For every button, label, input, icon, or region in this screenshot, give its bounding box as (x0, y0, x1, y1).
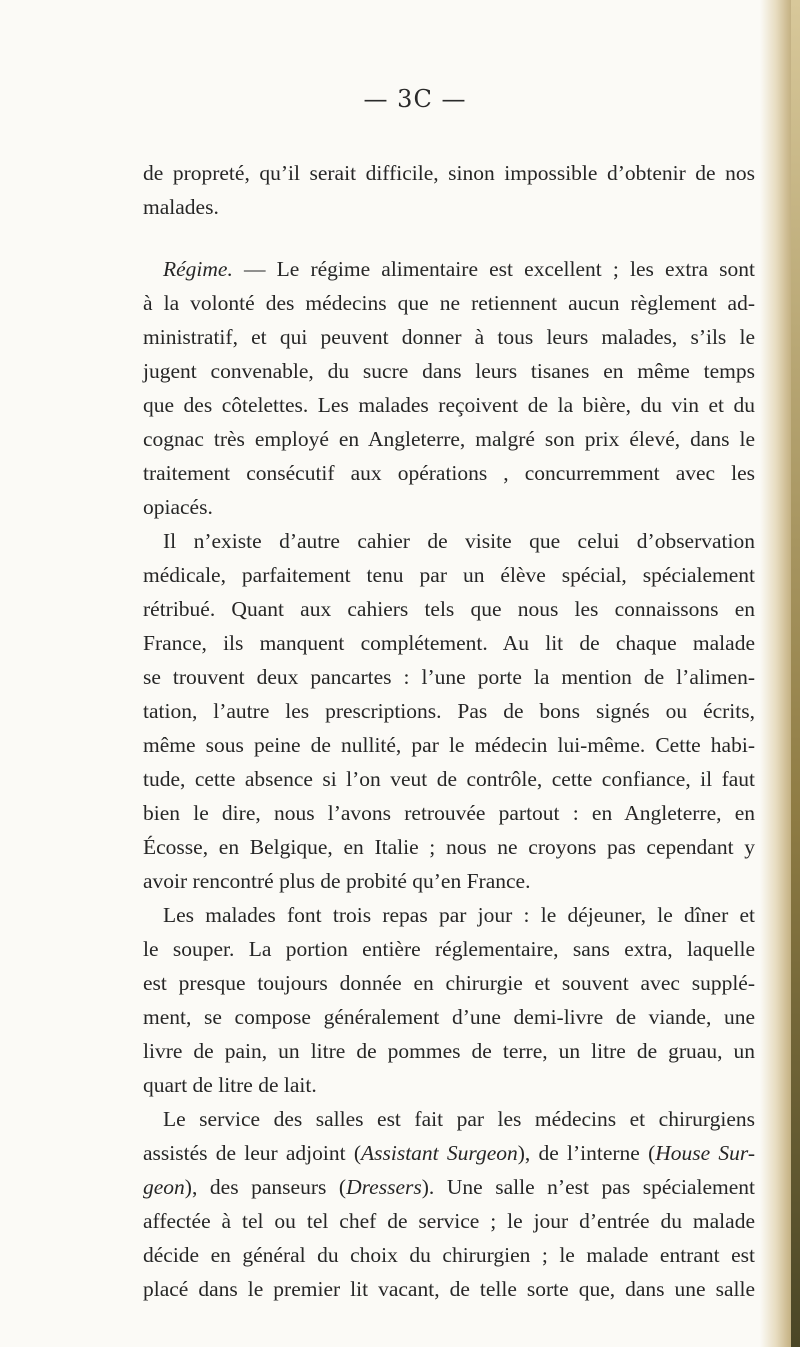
text-line: Régime. — Le régime alimentaire est excellent ; les extra sont (163, 257, 755, 281)
page-number: — 3C — (363, 85, 467, 113)
text-line: que des côtelettes. Les malades reçoivent de la bière, du vin et du (143, 393, 755, 417)
text-line: malades. (143, 195, 219, 219)
text-line: avoir rencontré plus de probité qu’en France. (143, 869, 531, 893)
text-line: France, ils manquent complétement. Au lit de chaque malade (143, 631, 755, 655)
text-line: assistés de leur adjoint (Assistant Surgeon), de l’interne (House Sur- (143, 1141, 755, 1165)
text-line: ministratif, et qui peuvent donner à tous leurs malades, s’ils le (143, 325, 755, 349)
text-line: le souper. La portion entière réglementaire, sans extra, laquelle (143, 937, 755, 961)
section-heading: Régime. (163, 257, 233, 281)
body-text (143, 156, 755, 1306)
page-edge-binding (791, 0, 800, 1347)
text-line: placé dans le premier lit vacant, de telle sorte que, dans une salle (143, 1277, 755, 1301)
text-line: médicale, parfaitement tenu par un élève spécial, spécialement (143, 563, 755, 587)
text-line: se trouvent deux pancartes : l’une porte la mention de l’alimen- (143, 665, 755, 689)
text-line: cognac très employé en Angleterre, malgré son prix élevé, dans le (143, 427, 755, 451)
text-line: ment, se compose généralement d’une demi-livre de viande, une (143, 1005, 755, 1029)
text-line: même sous peine de nullité, par le médecin lui-même. Cette habi- (143, 733, 755, 757)
text-line: est presque toujours donnée en chirurgie et souvent avec supplé- (143, 971, 755, 995)
text-line: geon), des panseurs (Dressers). Une salle n’est pas spécialement (143, 1175, 755, 1199)
text-line: à la volonté des médecins que ne retiennent aucun règlement ad- (143, 291, 755, 315)
text-line: quart de litre de lait. (143, 1073, 317, 1097)
text-line: décide en général du choix du chirurgien ; le malade entrant est (143, 1243, 755, 1267)
text-line: bien le dire, nous l’avons retrouvée partout : en Angleterre, en (143, 801, 755, 825)
text-line: opiacés. (143, 495, 213, 519)
text-line: tation, l’autre les prescriptions. Pas de bons signés ou écrits, (143, 699, 755, 723)
text-line: Il n’existe d’autre cahier de visite que celui d’observation (163, 529, 755, 553)
text-line: jugent convenable, du sucre dans leurs tisanes en même temps (143, 359, 755, 383)
text-line: tude, cette absence si l’on veut de contrôle, cette confiance, il faut (143, 767, 755, 791)
text-line: Écosse, en Belgique, en Italie ; nous ne croyons pas cependant y (143, 835, 755, 859)
text-line: traitement consécutif aux opérations , concurremment avec les (143, 461, 755, 485)
text-line: Le service des salles est fait par les médecins et chirurgiens (163, 1107, 755, 1131)
text-line: de propreté, qu’il serait difficile, sinon impossible d’obtenir de nos (143, 161, 755, 185)
text-line: Les malades font trois repas par jour : le déjeuner, le dîner et (163, 903, 755, 927)
text-line: affectée à tel ou tel chef de service ; le jour d’entrée du malade (143, 1209, 755, 1233)
text-line: rétribué. Quant aux cahiers tels que nous les connaissons en (143, 597, 755, 621)
text-line: livre de pain, un litre de pommes de terre, un litre de gruau, un (143, 1039, 755, 1063)
